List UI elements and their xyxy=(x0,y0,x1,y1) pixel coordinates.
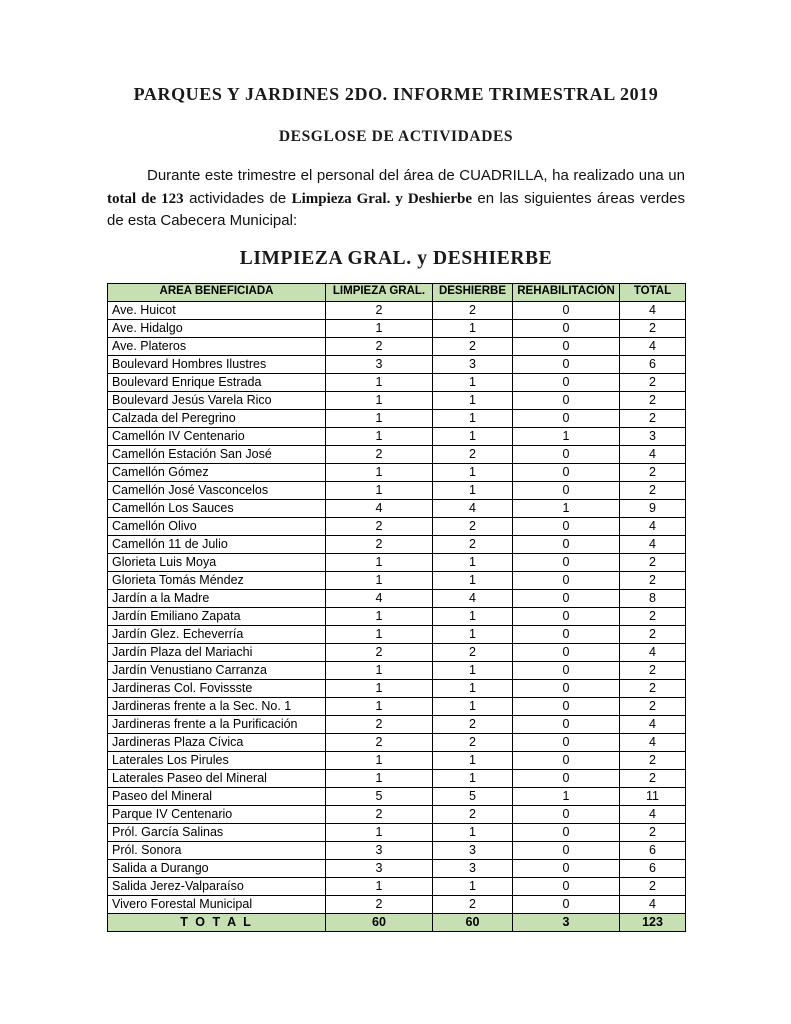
value-cell: 2 xyxy=(433,445,513,463)
value-cell: 1 xyxy=(433,625,513,643)
value-cell: 1 xyxy=(433,679,513,697)
area-cell: Camellón José Vasconcelos xyxy=(108,481,326,499)
table-row xyxy=(108,805,686,823)
area-cell: Salida a Durango xyxy=(108,859,326,877)
area-cell: Camellón Gómez xyxy=(108,463,326,481)
value-cell: 1 xyxy=(433,751,513,769)
area-cell: Jardín Glez. Echeverría xyxy=(108,625,326,643)
total-deshierbe: 60 xyxy=(433,913,513,931)
value-cell: 1 xyxy=(326,625,433,643)
area-cell: Jardín a la Madre xyxy=(108,589,326,607)
value-cell: 2 xyxy=(620,391,686,409)
table-row xyxy=(108,355,686,373)
value-cell: 4 xyxy=(433,499,513,517)
value-cell: 1 xyxy=(326,463,433,481)
value-cell: 6 xyxy=(620,859,686,877)
table-row xyxy=(108,679,686,697)
total-limpieza: 60 xyxy=(326,913,433,931)
value-cell: 2 xyxy=(326,805,433,823)
value-cell: 3 xyxy=(433,841,513,859)
table-row xyxy=(108,823,686,841)
area-cell: Jardineras frente a la Purificación xyxy=(108,715,326,733)
intro-bold-total: total de 123 xyxy=(107,190,184,207)
value-cell: 1 xyxy=(326,481,433,499)
value-cell: 1 xyxy=(326,391,433,409)
section-title: LIMPIEZA GRAL. y DESHIERBE xyxy=(239,247,553,269)
value-cell: 2 xyxy=(620,877,686,895)
value-cell: 5 xyxy=(433,787,513,805)
total-rehabilitacion: 3 xyxy=(513,913,620,931)
area-cell: Camellón IV Centenario xyxy=(108,427,326,445)
value-cell: 2 xyxy=(620,769,686,787)
value-cell: 1 xyxy=(433,769,513,787)
area-cell: Laterales Los Pirules xyxy=(108,751,326,769)
value-cell: 1 xyxy=(326,607,433,625)
area-cell: Ave. Hidalgo xyxy=(108,319,326,337)
value-cell: 2 xyxy=(620,823,686,841)
value-cell: 2 xyxy=(326,301,433,319)
value-cell: 0 xyxy=(513,535,620,553)
value-cell: 2 xyxy=(620,697,686,715)
value-cell: 4 xyxy=(620,337,686,355)
header-area-beneficiada: AREA BENEFICIADA xyxy=(108,283,326,301)
area-cell: Jardín Plaza del Mariachi xyxy=(108,643,326,661)
value-cell: 6 xyxy=(620,841,686,859)
table-row xyxy=(108,715,686,733)
value-cell: 2 xyxy=(620,409,686,427)
intro-text-1: Durante este trimestre el personal del área de CUADRILLA, ha realizado una un xyxy=(147,167,685,184)
table-row xyxy=(108,499,686,517)
value-cell: 5 xyxy=(326,787,433,805)
intro-bold-activity: Limpieza Gral. y Deshierbe xyxy=(291,190,472,207)
value-cell: 1 xyxy=(433,463,513,481)
value-cell: 0 xyxy=(513,877,620,895)
value-cell: 1 xyxy=(326,571,433,589)
area-cell: Pról. García Salinas xyxy=(108,823,326,841)
header-row xyxy=(108,283,686,301)
value-cell: 1 xyxy=(326,697,433,715)
table-row xyxy=(108,409,686,427)
activities-table xyxy=(107,283,686,932)
value-cell: 4 xyxy=(620,805,686,823)
table-row xyxy=(108,553,686,571)
area-cell: Calzada del Peregrino xyxy=(108,409,326,427)
table-row xyxy=(108,301,686,319)
page-subtitle: DESGLOSE DE ACTIVIDADES xyxy=(278,128,514,145)
value-cell: 2 xyxy=(620,679,686,697)
value-cell: 11 xyxy=(620,787,686,805)
area-cell: Paseo del Mineral xyxy=(108,787,326,805)
table-row xyxy=(108,535,686,553)
header-rehabilitacion: REHABILITACIÓN xyxy=(513,283,620,301)
value-cell: 2 xyxy=(620,319,686,337)
value-cell: 0 xyxy=(513,625,620,643)
value-cell: 1 xyxy=(326,553,433,571)
total-label: T O T A L xyxy=(108,913,326,931)
value-cell: 6 xyxy=(620,355,686,373)
value-cell: 0 xyxy=(513,337,620,355)
value-cell: 0 xyxy=(513,553,620,571)
table-row xyxy=(108,463,686,481)
value-cell: 1 xyxy=(433,391,513,409)
value-cell: 0 xyxy=(513,373,620,391)
area-cell: Salida Jerez-Valparaíso xyxy=(108,877,326,895)
value-cell: 1 xyxy=(433,661,513,679)
table-row xyxy=(108,877,686,895)
value-cell: 1 xyxy=(433,697,513,715)
value-cell: 2 xyxy=(433,337,513,355)
value-cell: 0 xyxy=(513,463,620,481)
value-cell: 0 xyxy=(513,445,620,463)
value-cell: 0 xyxy=(513,769,620,787)
area-cell: Pról. Sonora xyxy=(108,841,326,859)
value-cell: 1 xyxy=(326,427,433,445)
area-cell: Camellón Los Sauces xyxy=(108,499,326,517)
value-cell: 1 xyxy=(433,607,513,625)
value-cell: 4 xyxy=(433,589,513,607)
value-cell: 4 xyxy=(620,535,686,553)
value-cell: 1 xyxy=(326,877,433,895)
value-cell: 2 xyxy=(326,445,433,463)
value-cell: 0 xyxy=(513,301,620,319)
value-cell: 1 xyxy=(433,571,513,589)
table-row xyxy=(108,841,686,859)
value-cell: 2 xyxy=(433,643,513,661)
value-cell: 4 xyxy=(326,499,433,517)
value-cell: 0 xyxy=(513,697,620,715)
value-cell: 1 xyxy=(513,499,620,517)
table-row xyxy=(108,859,686,877)
value-cell: 0 xyxy=(513,391,620,409)
value-cell: 0 xyxy=(513,751,620,769)
area-cell: Glorieta Tomás Méndez xyxy=(108,571,326,589)
header-deshierbe: DESHIERBE xyxy=(433,283,513,301)
area-cell: Jardineras Plaza Cívica xyxy=(108,733,326,751)
value-cell: 3 xyxy=(433,355,513,373)
page-title: PARQUES Y JARDINES 2DO. INFORME TRIMESTRAL 2019 xyxy=(133,84,659,104)
value-cell: 1 xyxy=(433,553,513,571)
value-cell: 2 xyxy=(433,517,513,535)
value-cell: 4 xyxy=(620,733,686,751)
value-cell: 1 xyxy=(433,427,513,445)
value-cell: 2 xyxy=(620,373,686,391)
value-cell: 1 xyxy=(326,769,433,787)
value-cell: 2 xyxy=(326,715,433,733)
table-row xyxy=(108,589,686,607)
area-cell: Laterales Paseo del Mineral xyxy=(108,769,326,787)
value-cell: 3 xyxy=(433,859,513,877)
value-cell: 2 xyxy=(433,715,513,733)
value-cell: 0 xyxy=(513,517,620,535)
intro-text-3: en las siguientes áreas verdes de esta Cabecera Municipal: xyxy=(107,189,685,229)
value-cell: 1 xyxy=(433,877,513,895)
header-total: TOTAL xyxy=(620,283,686,301)
table-row xyxy=(108,643,686,661)
value-cell: 1 xyxy=(433,409,513,427)
header-limpieza-gral: LIMPIEZA GRAL. xyxy=(326,283,433,301)
total-row xyxy=(108,913,686,931)
value-cell: 2 xyxy=(326,517,433,535)
value-cell: 1 xyxy=(326,661,433,679)
value-cell: 4 xyxy=(326,589,433,607)
value-cell: 4 xyxy=(620,445,686,463)
value-cell: 2 xyxy=(620,751,686,769)
area-cell: Camellón 11 de Julio xyxy=(108,535,326,553)
value-cell: 2 xyxy=(620,661,686,679)
area-cell: Camellón Olivo xyxy=(108,517,326,535)
table-row xyxy=(108,697,686,715)
value-cell: 0 xyxy=(513,409,620,427)
value-cell: 0 xyxy=(513,589,620,607)
table-row xyxy=(108,751,686,769)
value-cell: 2 xyxy=(620,625,686,643)
value-cell: 1 xyxy=(433,319,513,337)
table-body xyxy=(108,301,686,913)
table-row xyxy=(108,373,686,391)
area-cell: Ave. Plateros xyxy=(108,337,326,355)
area-cell: Boulevard Enrique Estrada xyxy=(108,373,326,391)
value-cell: 9 xyxy=(620,499,686,517)
value-cell: 1 xyxy=(326,679,433,697)
value-cell: 0 xyxy=(513,571,620,589)
area-cell: Glorieta Luis Moya xyxy=(108,553,326,571)
table-row xyxy=(108,571,686,589)
value-cell: 2 xyxy=(433,301,513,319)
value-cell: 8 xyxy=(620,589,686,607)
area-cell: Jardín Venustiano Carranza xyxy=(108,661,326,679)
area-cell: Boulevard Hombres Ilustres xyxy=(108,355,326,373)
value-cell: 2 xyxy=(620,571,686,589)
table-header xyxy=(108,283,686,301)
value-cell: 4 xyxy=(620,895,686,913)
value-cell: 1 xyxy=(326,319,433,337)
table-row xyxy=(108,427,686,445)
value-cell: 4 xyxy=(620,715,686,733)
value-cell: 1 xyxy=(326,373,433,391)
value-cell: 1 xyxy=(433,373,513,391)
value-cell: 0 xyxy=(513,355,620,373)
total-total: 123 xyxy=(620,913,686,931)
table-row xyxy=(108,769,686,787)
table-row xyxy=(108,607,686,625)
value-cell: 2 xyxy=(433,535,513,553)
value-cell: 2 xyxy=(433,895,513,913)
value-cell: 2 xyxy=(326,643,433,661)
value-cell: 0 xyxy=(513,607,620,625)
value-cell: 0 xyxy=(513,859,620,877)
value-cell: 0 xyxy=(513,841,620,859)
value-cell: 2 xyxy=(620,607,686,625)
value-cell: 1 xyxy=(326,751,433,769)
table-row xyxy=(108,517,686,535)
value-cell: 1 xyxy=(513,787,620,805)
value-cell: 0 xyxy=(513,319,620,337)
value-cell: 2 xyxy=(326,337,433,355)
value-cell: 1 xyxy=(326,823,433,841)
table-row xyxy=(108,337,686,355)
table-row xyxy=(108,319,686,337)
value-cell: 0 xyxy=(513,895,620,913)
area-cell: Jardineras Col. Fovissste xyxy=(108,679,326,697)
table-row xyxy=(108,391,686,409)
value-cell: 3 xyxy=(326,355,433,373)
area-cell: Jardineras frente a la Sec. No. 1 xyxy=(108,697,326,715)
value-cell: 0 xyxy=(513,805,620,823)
value-cell: 4 xyxy=(620,301,686,319)
value-cell: 4 xyxy=(620,517,686,535)
value-cell: 0 xyxy=(513,481,620,499)
area-cell: Ave. Huicot xyxy=(108,301,326,319)
value-cell: 1 xyxy=(326,409,433,427)
area-cell: Vivero Forestal Municipal xyxy=(108,895,326,913)
value-cell: 2 xyxy=(620,463,686,481)
value-cell: 3 xyxy=(620,427,686,445)
table-row xyxy=(108,445,686,463)
table-row xyxy=(108,733,686,751)
value-cell: 1 xyxy=(433,823,513,841)
area-cell: Parque IV Centenario xyxy=(108,805,326,823)
table-row xyxy=(108,661,686,679)
value-cell: 2 xyxy=(620,481,686,499)
value-cell: 2 xyxy=(326,733,433,751)
value-cell: 0 xyxy=(513,679,620,697)
value-cell: 0 xyxy=(513,733,620,751)
value-cell: 0 xyxy=(513,643,620,661)
value-cell: 1 xyxy=(513,427,620,445)
value-cell: 2 xyxy=(620,553,686,571)
value-cell: 2 xyxy=(326,535,433,553)
area-cell: Boulevard Jesús Varela Rico xyxy=(108,391,326,409)
intro-text-2: actividades de xyxy=(183,189,292,207)
table-row xyxy=(108,481,686,499)
intro-paragraph xyxy=(107,165,685,233)
value-cell: 1 xyxy=(433,481,513,499)
area-cell: Camellón Estación San José xyxy=(108,445,326,463)
table-row xyxy=(108,625,686,643)
value-cell: 2 xyxy=(433,805,513,823)
table-row xyxy=(108,787,686,805)
value-cell: 0 xyxy=(513,661,620,679)
table-row xyxy=(108,895,686,913)
table-footer xyxy=(108,913,686,931)
value-cell: 0 xyxy=(513,715,620,733)
value-cell: 4 xyxy=(620,643,686,661)
value-cell: 2 xyxy=(433,733,513,751)
value-cell: 0 xyxy=(513,823,620,841)
value-cell: 2 xyxy=(326,895,433,913)
value-cell: 3 xyxy=(326,859,433,877)
value-cell: 3 xyxy=(326,841,433,859)
area-cell: Jardín Emiliano Zapata xyxy=(108,607,326,625)
